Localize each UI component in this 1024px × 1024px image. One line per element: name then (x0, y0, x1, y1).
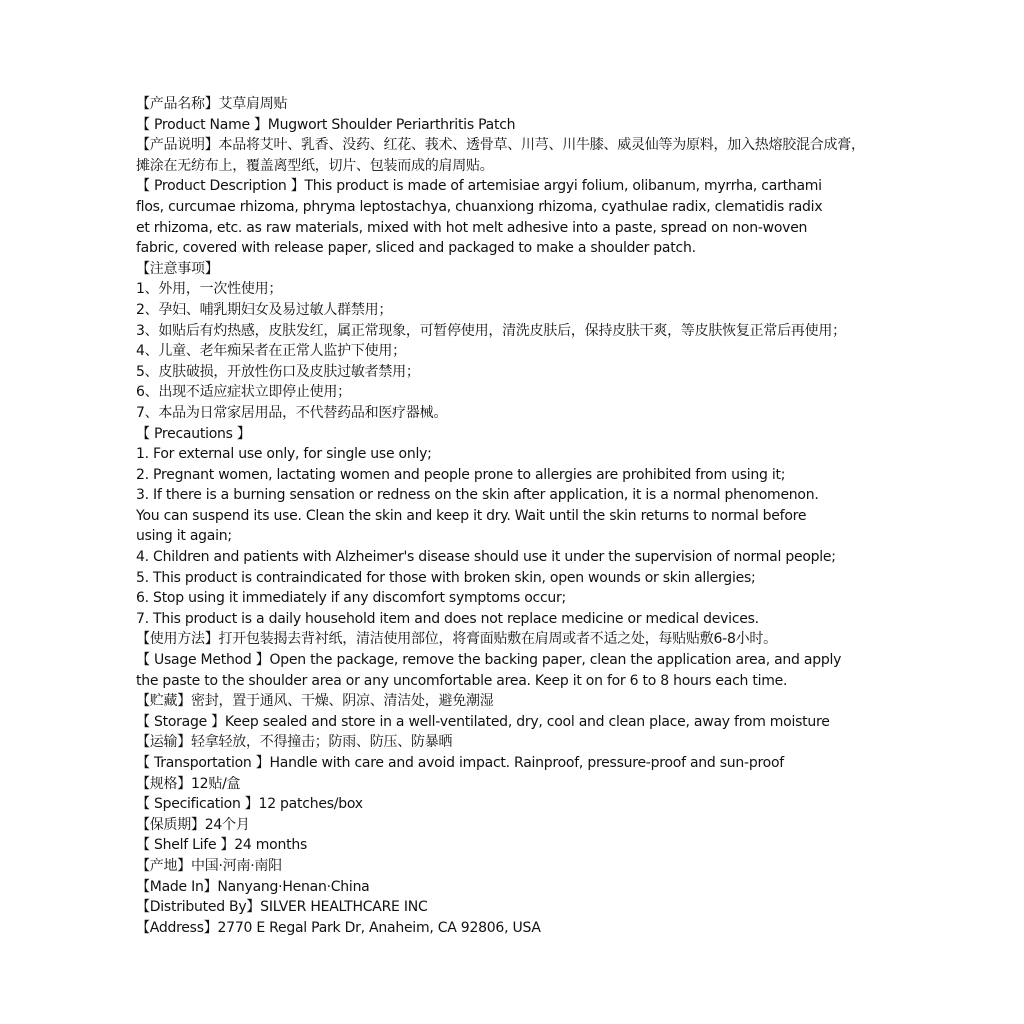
product-name-cn: 【产品名称】艾草肩周贴 (136, 96, 288, 112)
precautions-heading-en: 【 Precautions 】 (136, 425, 251, 442)
precaution-cn-3: 3、如贴后有灼热感，皮肤发红，属正常现象，可暂停使用，清洗皮肤后，保持皮肤干爽，等皮肤恢复正常后再使用； (136, 322, 846, 339)
specification-cn: 【规格】12贴/盒 (136, 775, 241, 792)
transportation-en: 【 Transportation 】Handle with care and avoid impact. Rainproof, pressure-proof and sun-proof (136, 755, 784, 771)
precaution-en-4: 4. Children and patients with Alzheimer's disease should use it under the supervision of normal people; (136, 549, 836, 566)
precaution-en-7: 7. This product is a daily household item and does not replace medicine or medical devices. (136, 610, 759, 627)
precaution-en-1: 1. For external use only, for single use only; (136, 446, 432, 463)
made-in-en: 【Made In】Nanyang·Henan·China (136, 878, 370, 895)
product-description-en-line-2: flos, curcumae rhizoma, phryma leptostachya, chuanxiong rhizoma, cyathulae radix, clematidis radix (136, 198, 823, 215)
product-description-en-line-1: 【 Product Description 】This product is made of artemisiae argyi folium, olibanum, myrrha, carthami (136, 178, 822, 195)
precaution-cn-6: 6、出现不适应症状立即停止使用； (136, 384, 351, 401)
specification-en: 【 Specification 】12 patches/box (136, 796, 363, 813)
product-label-document (136, 94, 892, 938)
precaution-cn-1: 1、外用，一次性使用； (136, 281, 283, 298)
transportation-cn: 【运输】轻拿轻放，不得撞击；防雨、防压、防暴晒 (136, 734, 453, 751)
precaution-en-3-line-2: You can suspend its use. Clean the skin and keep it dry. Wait until the skin returns to normal before (136, 507, 807, 524)
precaution-en-2: 2. Pregnant women, lactating women and people prone to allergies are prohibited from using it; (136, 466, 786, 483)
storage-en: 【 Storage 】Keep sealed and store in a well-ventilated, dry, cool and clean place, away from moisture (136, 713, 830, 730)
made-in-cn: 【产地】中国·河南·南阳 (136, 857, 282, 874)
precaution-cn-7: 7、本品为日常家居用品，不代替药品和医疗器械。 (136, 404, 448, 421)
precaution-en-5: 5. This product is contraindicated for those with broken skin, open wounds or skin allergies; (136, 569, 756, 586)
product-description-en-line-3: et rhizoma, etc. as raw materials, mixed with hot melt adhesive into a paste, spread on non-woven (136, 219, 808, 236)
precaution-cn-4: 4、儿童、老年痴呆者在正常人监护下使用； (136, 343, 406, 360)
usage-method-cn: 【使用方法】打开包装揭去背衬纸，清洁使用部位，将膏面贴敷在肩周或者不适之处，每贴贴敷6-8小时。 (136, 631, 777, 648)
precaution-cn-2: 2、孕妇、哺乳期妇女及易过敏人群禁用； (136, 301, 393, 318)
product-description-cn-line-1: 【产品说明】本品将艾叶、乳香、没药、红花、莪术、透骨草、川芎、川牛膝、威灵仙等为原料，加入热熔胶混合成膏， (136, 137, 865, 154)
shelf-life-en: 【 Shelf Life 】24 months (136, 837, 308, 854)
precaution-cn-5: 5、皮肤破损，开放性伤口及皮肤过敏者禁用； (136, 363, 420, 380)
precaution-en-3-line-1: 3. If there is a burning sensation or redness on the skin after application, it is a normal phenomenon. (136, 487, 819, 504)
address: 【Address】2770 E Regal Park Dr, Anaheim, CA 92806, USA (136, 919, 541, 936)
product-description-en-line-4: fabric, covered with release paper, sliced and packaged to make a shoulder patch. (136, 240, 696, 257)
usage-method-en-line-1: 【 Usage Method 】Open the package, remove the backing paper, clean the application area, and apply (136, 652, 842, 669)
precautions-heading-cn: 【注意事项】 (136, 260, 219, 277)
distributed-by: 【Distributed By】SILVER HEALTHCARE INC (136, 899, 428, 916)
product-name-en: 【 Product Name 】Mugwort Shoulder Periarthritis Patch (136, 116, 516, 133)
shelf-life-cn: 【保质期】24个月 (136, 816, 250, 833)
precaution-en-3-line-3: using it again; (136, 528, 232, 545)
product-description-cn-line-2: 摊涂在无纺布上，覆盖离型纸，切片、包装而成的肩周贴。 (136, 157, 494, 174)
usage-method-en-line-2: the paste to the shoulder area or any uncomfortable area. Keep it on for 6 to 8 hours each time. (136, 672, 788, 689)
storage-cn: 【贮藏】密封，置于通风、干燥、阴凉、清洁处，避免潮湿 (136, 693, 494, 710)
precaution-en-6: 6. Stop using it immediately if any discomfort symptoms occur; (136, 590, 567, 607)
